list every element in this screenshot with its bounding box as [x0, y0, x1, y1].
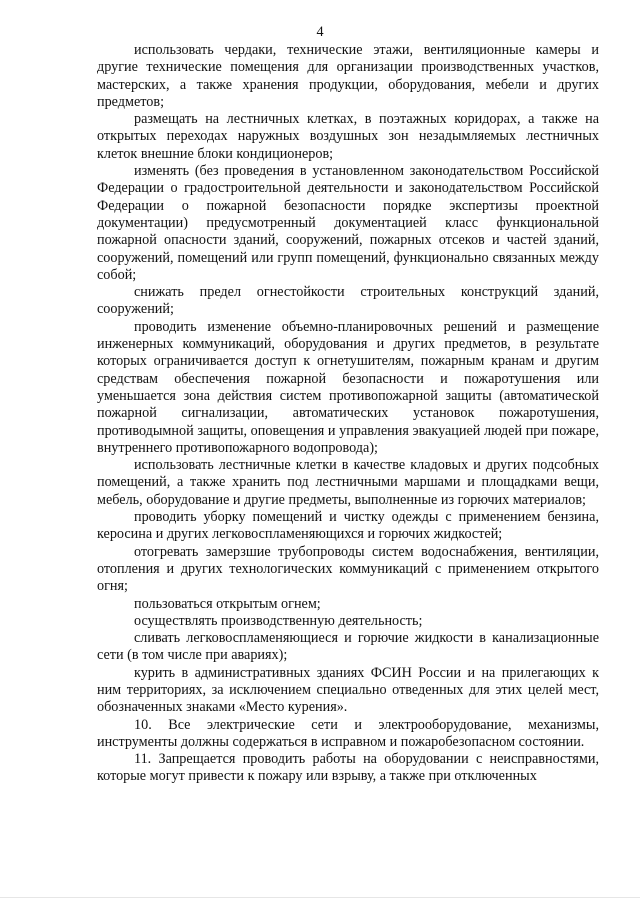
paragraph-item-10: 10. Все электрические сети и электрооборудование, механизмы, инструменты должны содержаться в исправном и пожаробезопасном состоянии.: [97, 716, 599, 750]
paragraph-air-conditioners: размещать на лестничных клетках, в поэтажных коридорах, а также на открытых переходах наружных воздушных зон незадымляемых лестничных клеток внешние блоки кондиционеров;: [97, 111, 599, 162]
paragraph-planning-changes: проводить изменение объемно-планировочных решений и размещение инженерных коммуникаций, оборудования и других предметов, в результате которых ограничивается доступ к огнетушителям, пожарным кранам и другим средствам обеспечения пожарной безопасности и пожаротушения или уменьшается зона действия систем противопожарной защиты (автоматической пожарной сигнализации, автоматических установок пожаротушения, противодымной защиты, оповещения и управления эвакуацией людей при пожаре, внутреннего противопожарного водопровода);: [97, 318, 599, 456]
paragraph-production-activity: осуществлять производственную деятельность;: [134, 612, 423, 629]
paragraph-item-11: 11. Запрещается проводить работы на оборудовании с неисправностями, которые могут привести к пожару или взрыву, а также при отключенных: [97, 751, 599, 785]
paragraph-smoking: курить в административных зданиях ФСИН России и на прилегающих к ним территориях, за исключением специально отведенных для этих целей мест, обозначенных знаками «Место курения».: [97, 664, 599, 716]
paragraph-thawing-pipes: отогревать замерзшие трубопроводы систем водоснабжения, вентиляции, отопления и других технологических коммуникаций с применением открытого огня;: [97, 543, 599, 595]
paragraph-open-fire: пользоваться открытым огнем;: [134, 595, 321, 612]
paragraph-cleaning-flammables: проводить уборку помещений и чистку одежды с применением бензина, керосина и других легковоспламеняющихся и горючих жидкостей;: [97, 509, 599, 543]
paragraph-draining-liquids: сливать легковоспламеняющиеся и горючие жидкости в канализационные сети (в том числе при авариях);: [97, 630, 599, 664]
paragraph-fire-resistance: снижать предел огнестойкости строительных конструкций зданий, сооружений;: [97, 284, 599, 318]
paragraph-change-fire-class: изменять (без проведения в установленном законодательством Российской Федерации о градостроительной деятельности и законодательством Российской Федерации о пожарной безопасности порядке экспертизы проектной документации) предусмотренный документацией класс функциональной пожарной опасности зданий, сооружений, пожарных отсеков и частей зданий, сооружений, помещений или групп помещений, функционально связанных между собой;: [97, 163, 599, 283]
paragraph-attic-use: использовать чердаки, технические этажи, вентиляционные камеры и другие технические помещения для организации производственных участков, мастерских, а также хранения продукции, оборудования, мебели и других предметов;: [97, 42, 599, 110]
page-number: 4: [316, 24, 324, 40]
paragraph-stairwell-storage: использовать лестничные клетки в качестве кладовых и других подсобных помещений, а также хранить под лестничными маршами и площадками вещи, мебель, оборудование и другие предметы, выполненные из горючих материалов;: [97, 457, 599, 508]
document-body: [97, 42, 599, 786]
